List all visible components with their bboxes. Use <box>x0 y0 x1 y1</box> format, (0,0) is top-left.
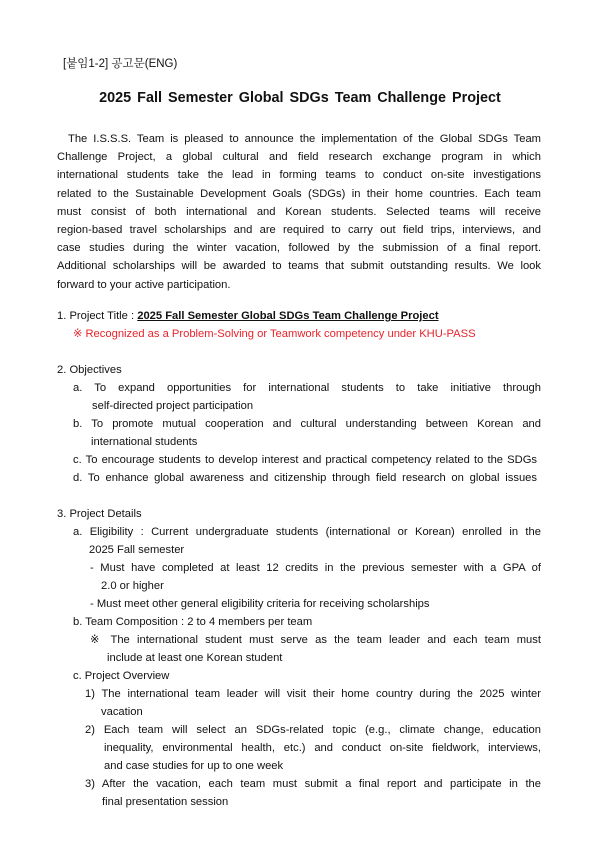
objective-b: b. To promote mutual cooperation and cultural understanding between Korean and <box>73 418 541 430</box>
intro-line: region-based travel scholarships and are required to carry out field trips, interviews, and <box>57 224 541 237</box>
eligibility-req-credits: - Must have completed at least 12 credits in the previous semester with a GPA of <box>90 562 541 574</box>
project-title-row <box>57 307 439 325</box>
overview-item-1: 1) The international team leader will visit their home country during the 2025 winter <box>85 688 541 700</box>
intro-line: case studies during the winter vacation, followed by the submission of a final report. <box>57 242 541 255</box>
eligibility-cont: 2025 Fall semester <box>89 544 185 556</box>
khu-pass-note: ※ Recognized as a Problem-Solving or Teamwork competency under KHU-PASS <box>73 328 476 340</box>
objectives-heading: 2. Objectives <box>57 364 122 376</box>
intro-line: international students take the lead in forming teams to conduct on-site investigations <box>57 169 541 182</box>
eligibility: a. Eligibility : Current undergraduate students (international or Korean) enrolled in the <box>73 526 541 538</box>
objective-a-cont: self-directed project participation <box>92 400 254 412</box>
objective-b-cont: international students <box>91 436 198 448</box>
team-composition: b. Team Composition : 2 to 4 members per team <box>73 616 313 628</box>
objective-a: a. To expand opportunities for international students to take initiative through <box>73 382 541 394</box>
objective-c: c. To encourage students to develop interest and practical competency related to the SDGs <box>73 454 537 466</box>
eligibility-req-general: - Must meet other general eligibility criteria for receiving scholarships <box>90 598 430 610</box>
overview-item-2: 2) Each team will select an SDGs-related topic (e.g., climate change, education <box>85 724 541 736</box>
intro-line: Challenge Project, a global cultural and field research exchange program in which <box>57 151 541 164</box>
eligibility-req-credits-cont: 2.0 or higher <box>101 580 164 592</box>
intro-line: must consist of both international and Korean students. Selected teams will receive <box>57 205 541 218</box>
project-overview-heading: c. Project Overview <box>73 670 170 682</box>
overview-item-3-cont: final presentation session <box>102 796 229 808</box>
intro-line: Additional scholarships will be awarded to teams that submit outstanding results. We look <box>57 260 541 273</box>
objective-d: d. To enhance global awareness and citizenship through field research on global issues <box>73 472 537 484</box>
overview-item-1-cont: vacation <box>101 706 143 718</box>
project-title-value: 2025 Fall Semester Global SDGs Team Challenge Project <box>137 310 439 322</box>
project-title-label: 1. Project Title : <box>57 310 138 322</box>
intro-line: related to the Sustainable Development Goals (SDGs) in their home countries. Each team <box>57 187 541 200</box>
overview-item-2-cont: inequality, environmental health, etc.) and conduct on-site fieldwork, interviews, <box>104 742 541 754</box>
overview-item-2-cont2: and case studies for up to one week <box>104 760 284 772</box>
intro-line: forward to your active participation. <box>57 278 231 291</box>
attachment-label: [붙임1-2] 공고문(ENG) <box>63 58 178 70</box>
team-leader-note: ※ The international student must serve as the team leader and each team must <box>90 634 541 646</box>
document-title: 2025 Fall Semester Global SDGs Team Challenge Project <box>99 90 501 106</box>
overview-item-3: 3) After the vacation, each team must submit a final report and participate in the <box>85 778 541 790</box>
project-details-heading: 3. Project Details <box>57 508 142 520</box>
intro-line: The I.S.S.S. Team is pleased to announce the implementation of the Global SDGs Team <box>68 133 541 145</box>
team-leader-note-cont: include at least one Korean student <box>107 652 283 664</box>
intro-paragraph <box>57 130 541 294</box>
